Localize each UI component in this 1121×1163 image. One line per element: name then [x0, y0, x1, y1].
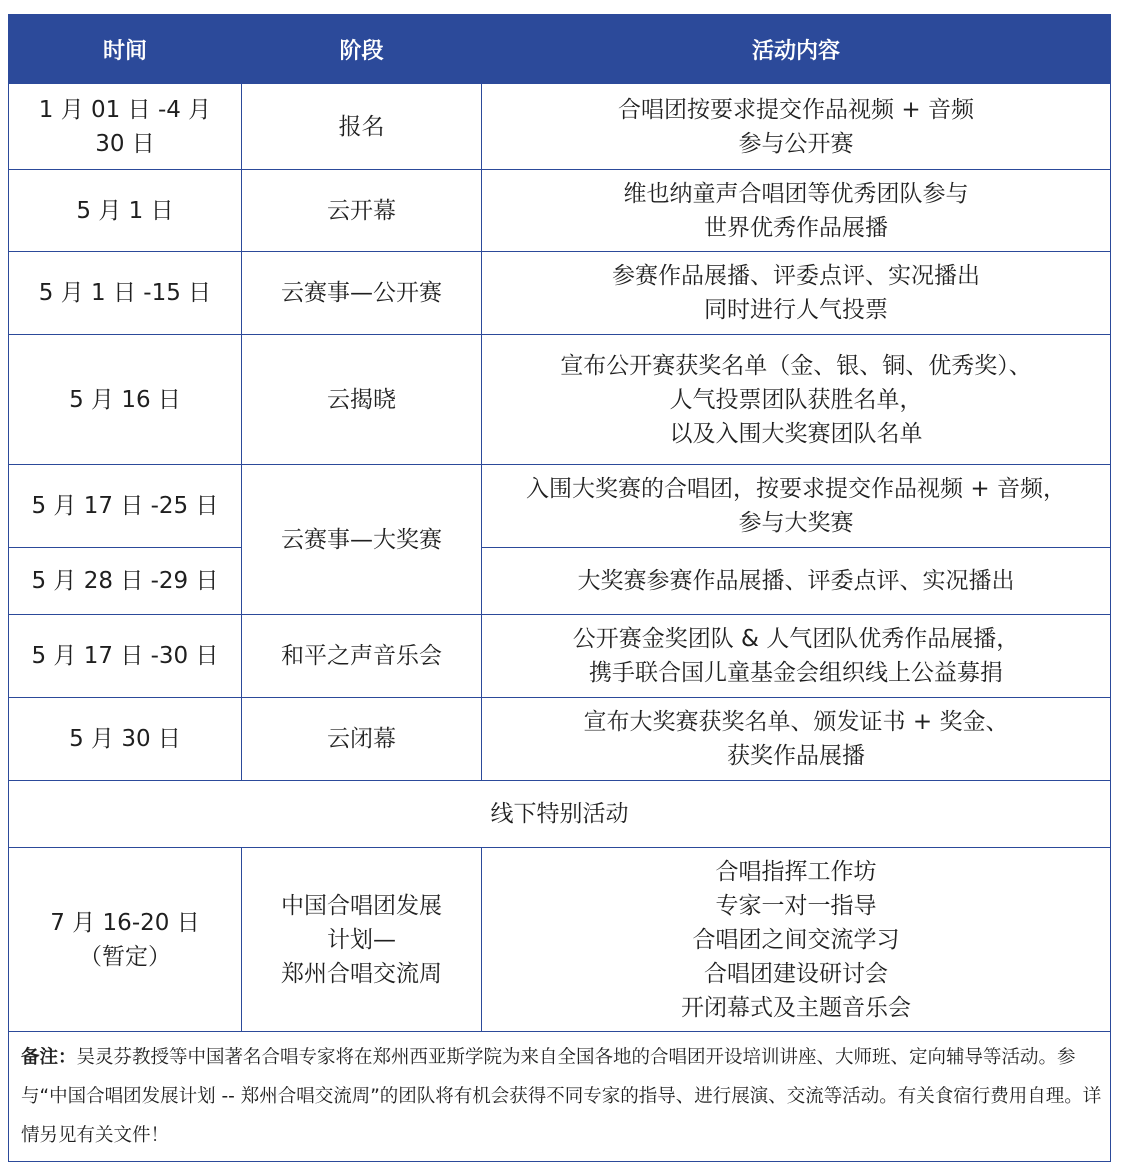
content-cell: [482, 252, 1111, 335]
table-row: [9, 615, 1111, 698]
stage-cell: 云闭幕: [242, 698, 482, 781]
content-cell: [482, 615, 1111, 698]
stage-cell: 云赛事—公开赛: [242, 252, 482, 335]
offline-section-row: [9, 781, 1111, 848]
time-text: 5 月 1 日 -15 日: [38, 280, 212, 306]
content-cell: [482, 548, 1111, 615]
time-text: 5 月 30 日: [69, 726, 181, 752]
note-cell: [9, 1032, 1111, 1162]
table-row: [9, 170, 1111, 252]
time-text: 5 月 16 日: [69, 386, 181, 413]
content-cell: [482, 170, 1111, 252]
content-text: 合唱团建设研讨会: [704, 960, 888, 987]
content-text: 参与公开赛: [738, 130, 854, 157]
table-row: [9, 465, 1111, 548]
content-text: 携手联合国儿童基金会组织线上公益募捐: [589, 660, 1003, 686]
time-text: 5 月 1 日: [76, 197, 174, 224]
offline-title: 线下特别活动: [9, 781, 1111, 848]
stage-cell: 云揭晓: [242, 335, 482, 465]
time-cell: [9, 170, 242, 252]
content-text: 以及入围大奖赛团队名单: [669, 420, 923, 447]
time-text: 5 月 28 日 -29 日: [31, 568, 219, 594]
table-row: [9, 84, 1111, 170]
time-cell: [9, 84, 242, 170]
content-text: 宣布公开赛获奖名单（金、银、铜、优秀奖）、: [560, 352, 1032, 379]
time-text: 5 月 17 日 -30 日: [31, 643, 219, 669]
content-text: 参赛作品展播、评委点评、实况播出: [612, 263, 980, 289]
time-cell: [9, 465, 242, 548]
time-text: 1 月 01 日 -4 月: [38, 96, 212, 123]
content-cell: [482, 335, 1111, 465]
stage-text: 郑州合唱交流周: [281, 960, 442, 987]
time-text: （暂定）: [79, 943, 171, 970]
note-row: [9, 1032, 1111, 1162]
content-text: 专家一对一指导: [715, 892, 877, 919]
content-text: 公开赛金奖团队 & 人气团队优秀作品展播，: [572, 626, 1020, 652]
content-cell: [482, 698, 1111, 781]
time-cell: [9, 698, 242, 781]
stage-cell: [242, 848, 482, 1032]
schedule-table: [8, 14, 1111, 1162]
table-row: [9, 548, 1111, 615]
header-time: 时间: [9, 15, 242, 84]
table-row: [9, 698, 1111, 781]
content-text: 入围大奖赛的合唱团，按要求提交作品视频 + 音频，: [526, 476, 1066, 502]
stage-cell: 云开幕: [242, 170, 482, 252]
note-text: 吴灵芬教授等中国著名合唱专家将在郑州西亚斯学院为来自全国各地的合唱团开设培训讲座、大师班、定向辅导等活动。参与“中国合唱团发展计划 -- 郑州合唱交流周”的团队将有机会获得不同专家的指导、进行展演、交流等活动。有关食宿行费用自理。详情另见有关文件！: [21, 1047, 1102, 1146]
content-text: 大奖赛参赛作品展播、评委点评、实况播出: [577, 568, 1015, 594]
content-text: 合唱团之间交流学习: [692, 926, 900, 953]
header-stage: 阶段: [242, 15, 482, 84]
content-text: 维也纳童声合唱团等优秀团队参与: [623, 180, 969, 207]
time-cell: [9, 252, 242, 335]
content-text: 人气投票团队获胜名单，: [669, 386, 923, 413]
time-cell: [9, 848, 242, 1032]
stage-cell: 云赛事—大奖赛: [242, 465, 482, 615]
time-text: 30 日: [95, 130, 155, 157]
time-cell: [9, 548, 242, 615]
header-content: 活动内容: [482, 15, 1111, 84]
content-text: 参与大奖赛: [738, 510, 854, 536]
header-row: [9, 15, 1111, 84]
content-cell: [482, 465, 1111, 548]
content-cell: [482, 848, 1111, 1032]
content-text: 世界优秀作品展播: [704, 214, 888, 241]
table-row: [9, 252, 1111, 335]
content-text: 获奖作品展播: [727, 743, 865, 769]
content-text: 合唱团按要求提交作品视频 + 音频: [618, 96, 974, 123]
time-text: 7 月 16-20 日: [50, 909, 200, 936]
stage-text: 计划—: [327, 926, 396, 953]
note-label: 备注：: [21, 1047, 77, 1068]
content-text: 同时进行人气投票: [704, 297, 888, 323]
schedule-table-container: [8, 14, 1110, 1162]
time-text: 5 月 17 日 -25 日: [31, 493, 219, 519]
content-text: 开闭幕式及主题音乐会: [681, 994, 911, 1021]
content-text: 合唱指挥工作坊: [715, 858, 877, 885]
stage-text: 中国合唱团发展: [281, 892, 442, 919]
stage-cell: 报名: [242, 84, 482, 170]
table-row: [9, 848, 1111, 1032]
stage-cell: 和平之声音乐会: [242, 615, 482, 698]
content-cell: [482, 84, 1111, 170]
content-text: 宣布大奖赛获奖名单、颁发证书 + 奖金、: [583, 709, 1009, 735]
time-cell: [9, 335, 242, 465]
table-row: [9, 335, 1111, 465]
time-cell: [9, 615, 242, 698]
